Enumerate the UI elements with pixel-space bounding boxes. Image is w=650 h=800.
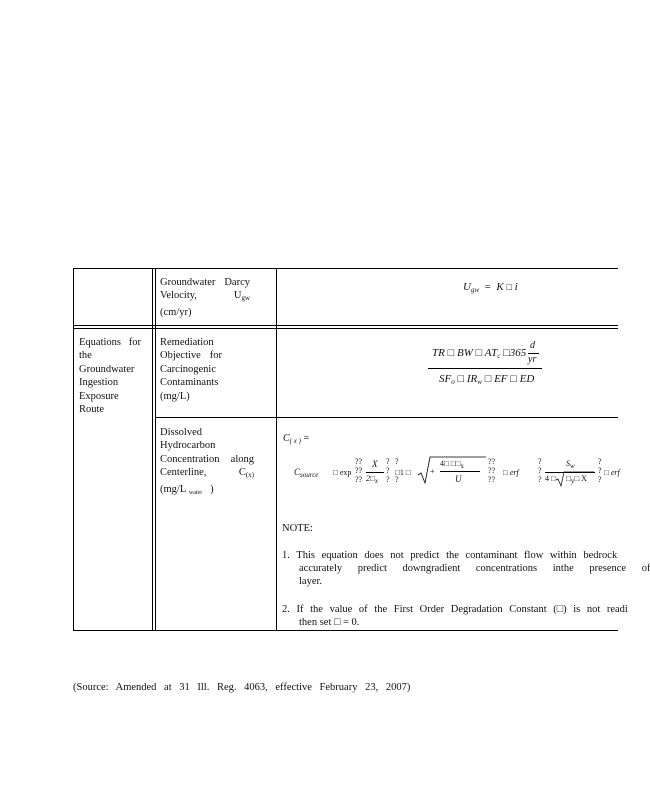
darcy-symbol: $U_{gw}$ (233, 290, 250, 303)
note-1-line-2: accurately predict downgradient concentrations inthe presence of (299, 563, 650, 574)
note-1-line-3: layer. (299, 576, 323, 587)
dissolved-eq-lhs: $C_{( x )}$ = (283, 433, 310, 445)
dissolved-sw-num: Sw (566, 459, 575, 470)
dissolved-erf2: □ erf (604, 468, 620, 477)
note-2-line-1: 2. If the value of the First Order Degradation Constant (□) is not readi (282, 604, 628, 615)
dissolved-brackets-right: ?? ?? ?? (488, 457, 496, 484)
dissolved-frac1-den: 2□x (366, 474, 378, 485)
remediation-d: d (530, 340, 535, 351)
remediation-yr: yr (528, 354, 537, 365)
dissolved-sqrt-bar (440, 471, 480, 472)
dissolved-sqrt2-inner: □y□ X (566, 474, 587, 485)
dissolved-frac1-num: X (372, 459, 378, 469)
table-col-2b (155, 268, 156, 631)
dissolved-plus: + (430, 467, 435, 476)
table-col-3 (276, 268, 277, 631)
dissolved-param-label: Dissolved Hydrocarbon Concentration along Centerline, $C_{(x)}$ (mg/L $_{water}$ ) (160, 427, 254, 496)
table-col-2 (152, 268, 153, 631)
dissolved-frac1-bar (366, 472, 384, 473)
dissolved-erf1: □ erf (503, 468, 519, 477)
dissolved-brackets-left: ?? ?? ?? (355, 457, 363, 484)
darcy-equation: $U_{gw} = K$ □ i (463, 281, 518, 294)
dissolved-eq-line2: $C_{source}$ (294, 467, 319, 479)
note-1-line-1: 1. This equation does not predict the contaminant flow within bedrock (282, 550, 618, 561)
remediation-param-label: Remediation Objective for Carcinogenic Contaminants (mg/L) (160, 337, 222, 402)
dissolved-exp: □ exp (333, 468, 352, 477)
note-2-line-2: then set □ = 0. (299, 617, 360, 628)
dissolved-brackets-sw-left: ? ? ? (538, 457, 542, 484)
dissolved-sqrt-den: U (455, 474, 462, 484)
note-heading: NOTE: (282, 523, 313, 534)
table-border-row2 (155, 417, 618, 418)
remediation-numerator: TR □ BW □ $AT_c$ □365 (432, 347, 527, 360)
dissolved-brackets-mid: ? ? ? (386, 457, 390, 484)
dissolved-brackets-mid2: ? ? (395, 457, 399, 484)
dissolved-brackets-sw-right: ? ? ? (598, 457, 602, 484)
dissolved-sw-den: 4 □ (545, 474, 556, 483)
source-citation: (Source: Amended at 31 Ill. Reg. 4063, effective February 23, 2007) (73, 682, 411, 693)
remediation-fraction-bar (428, 368, 542, 369)
dissolved-mid: □1 □ (395, 468, 411, 477)
dissolved-sqrt-num: 4□ □□x (440, 459, 464, 470)
remediation-denominator: $SF_o$ □ $IR_w$ □ EF □ ED (439, 373, 535, 386)
section-label: Equations for the Groundwater Ingestion Exposure Route (79, 337, 141, 416)
darcy-param-label: Groundwater Darcy Velocity, $U_{gw}$ (cm/yr) (160, 277, 250, 318)
table-col-left (73, 268, 74, 631)
